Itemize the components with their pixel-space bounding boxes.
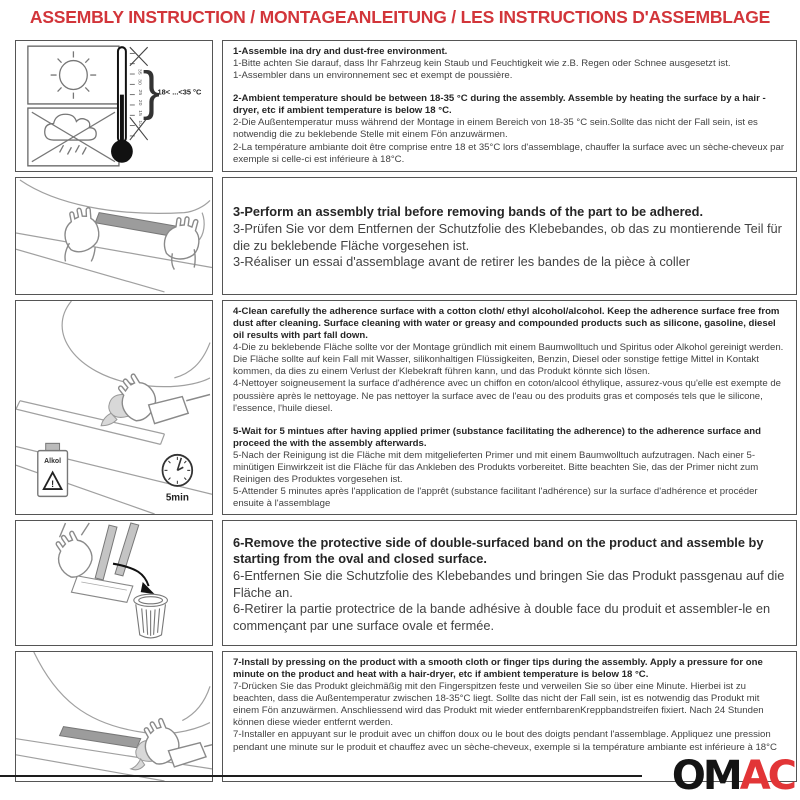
- temperature-range-label: 18< ...<35 °C: [157, 87, 202, 97]
- climate-illustration-svg: [16, 41, 212, 171]
- svg-text:Alkol: Alkol: [44, 456, 62, 466]
- trial-fit-illustration: [15, 177, 213, 295]
- instruction-group: [233, 426, 788, 511]
- instruction-line-de: 3-Prüfen Sie vor dem Entfernen der Schutzfolie des Klebebandes, ob das zu montierende Teil für die zu beklebende Fläche vorgesehen ist.: [233, 220, 782, 253]
- omac-logo: [672, 752, 794, 800]
- instruction-table: [15, 40, 797, 787]
- instruction-group: [233, 306, 788, 415]
- peel-band-illustration: [15, 520, 213, 646]
- press-install-illustration-svg: [16, 652, 212, 781]
- step-row-trial-fit: [15, 177, 797, 295]
- climate-illustration: [15, 40, 213, 172]
- step-text-trial-fit: [222, 177, 797, 295]
- svg-text:10: 10: [136, 120, 143, 127]
- instruction-line-de: 2-Die Außentemperatur muss während der Montage in einem Bereich von 18-35 °C sein.Sollte das nicht der Fall sein, ist es notwendig die zu beklebende Stelle mit einem Fön anzuwärmen.: [233, 117, 758, 141]
- instruction-line-de: 7-Drücken Sie das Produkt gleichmäßig mit den Fingerspitzen feste und verweilen Sie so über eine Minute. Hierbei ist zu beachten, dass die Außentemperatur zwischen 18-35°C liegt. Sollte das nicht der Fall sein, ist es notwendig das Produkt mit einem Fön anzuwärmen. Anschliessend wird das Produkt mit wieder entfernbarenKreppbandstreifen fixiert. Nach 24 Stunden können diese wieder entfernt werden.: [233, 681, 764, 729]
- instruction-line-en: 5-Wait for 5 mintues after having applied primer (substance facilitating the adherence) to the adherence surface and proceed the with the assembly afterwards.: [233, 425, 761, 449]
- wait-time-label: 5min: [165, 492, 189, 504]
- instruction-line-en: 1-Assemble ina dry and dust-free environment.: [233, 46, 448, 57]
- protective-band: [115, 523, 139, 576]
- wiping-hand-icon: [109, 370, 210, 427]
- instruction-line-de: 1-Bitte achten Sie darauf, dass Ihr Fahrzeug kein Staub und Feuchtigkeit wie z.B. Regen oder Schnee ausgesetzt ist.: [233, 58, 731, 70]
- page-title: ASSEMBLY INSTRUCTION / MONTAGEANLEITUNG / LES INSTRUCTIONS D'ASSEMBLAGE: [29, 7, 771, 27]
- left-hand-icon: [60, 205, 102, 261]
- brace-glyph: }: [142, 61, 160, 122]
- instruction-group: [233, 535, 788, 635]
- cleaning-illustration: [15, 300, 213, 515]
- step-row-cleaning: [15, 300, 797, 515]
- instruction-line-de: 5-Nach der Reinigung ist die Fläche mit dem mitgelieferten Primer und mit einem Baumwolltuch aufzutragen. Nach einer 5-minütigen Einwirkzeit ist die Fläche für das Ankleben des Produkts vorbereitet. Bitte beachten Sie, das der Primer nicht zum Reinigen des Produktes vorgesehen ist.: [233, 449, 759, 486]
- alcohol-bottle-icon: [38, 443, 68, 496]
- protective-band: [95, 525, 117, 580]
- logo-text-red: AC: [739, 753, 794, 799]
- step-text-environment: [222, 40, 797, 172]
- peeling-hand-icon: [47, 523, 99, 582]
- svg-text:25: 25: [136, 89, 143, 96]
- instruction-group: [233, 46, 788, 82]
- instruction-line-fr: 5-Attender 5 minutes après l'application de l'apprêt (substance facilitant l'adhérence) sur la surface d'adhérence et procéder ensuite à l'assemblage: [233, 486, 758, 510]
- instruction-line-en: 4-Clean carefully the adherence surface with a cotton cloth/ ethyl alcohol/alcohol. Keep the adherence surface free from dust after cleaning. Surface cleaning with water or greasy and compounded products such as silicone, gasoline, diesel oil results with part fall down.: [233, 306, 780, 342]
- thermometer-icon: [111, 47, 202, 163]
- instruction-line-de: 6-Entfernen Sie die Schutzfolie des Klebebandes und bringen Sie das Produkt passgenau auf die Fläche an.: [233, 567, 785, 600]
- svg-text:15: 15: [136, 110, 143, 116]
- press-install-illustration: [15, 651, 213, 782]
- footer-rule: [0, 775, 642, 777]
- instruction-line-en: 6-Remove the protective side of double-surfaced band on the product and assemble by starting from the oval and closed surface.: [233, 534, 764, 567]
- instruction-line-en: 2-Ambient temperature should be between 18-35 °C during the assembly. Assemble by heating the surface by a hair -dryer, etc if ambient temperature is below 18 °C.: [233, 93, 766, 117]
- no-rain-icon: [28, 108, 119, 166]
- right-hand-icon: [163, 214, 203, 269]
- instruction-line-fr: 2-La température ambiante doit être comprise entre 18 et 35°C lors d'assemblage, chauffer la surface avec un sèche-cheveux par exemple si celle-ci est inférieure à 18°C.: [233, 141, 785, 165]
- instruction-line-de: 4-Die zu beklebende Fläche sollte vor der Montage gründlich mit einem Baumwolltuch und Spiritus oder Alkohol gereinigt werden. Die Fläche sollte auf kein Fall mit Wasser, silikonhaltigen Flüssigkeiten, Benzin, Diesel oder sonstige fettige Mittel in Kontakt kommen, da dies zu einem Verlust der Klebekraft führen kann, und das Produkt könnte sich lösen.: [233, 342, 784, 378]
- instruction-line-fr: 6-Retirer la partie protectrice de la bande adhésive à double face du produit et assembler-le en commençant par une surface ovale et fermée.: [233, 601, 771, 633]
- instruction-group: [233, 93, 788, 165]
- svg-text:20: 20: [136, 99, 143, 106]
- instruction-line-fr: 1-Assembler dans un environnement sec et exempt de poussière.: [233, 70, 513, 82]
- svg-text:35: 35: [136, 68, 143, 75]
- trash-can-icon: [134, 594, 168, 638]
- instruction-line-en: 7-Install by pressing on the product with a smooth cloth or finger tips during the assembly. Apply a pressure for one minute on the product and heat with a hair-dryer, etc if ambient temperature is below 18 °C.: [233, 657, 763, 681]
- instruction-line-en: 3-Perform an assembly trial before removing bands of the part to be adhered.: [233, 204, 704, 220]
- peel-band-illustration-svg: [16, 521, 212, 645]
- sun-icon: [28, 46, 119, 104]
- instruction-line-fr: 3-Réaliser un essai d'assemblage avant de retirer les bandes de la pièce à coller: [233, 254, 690, 270]
- step-row-peel-band: [15, 520, 797, 646]
- svg-text:30: 30: [136, 79, 143, 85]
- svg-text:!: !: [51, 478, 55, 490]
- step-text-cleaning: [222, 300, 797, 515]
- instruction-line-fr: 4-Nettoyer soigneusement la surface d'adhérence avec un chiffon en coton/alcool éthylique, assurez-vous qu'elle est exempte de poussière après le nettoyage. Ne pas nettoyer la surface avec de l'eau ou des produits gras et composés tels que le silicone, l'essence, l'huile diesel.: [233, 378, 781, 414]
- clock-icon: [163, 455, 193, 504]
- instruction-group: [233, 657, 788, 754]
- logo-text-black: OM: [671, 753, 740, 799]
- instruction-group: [233, 204, 788, 271]
- step-text-peel-band: [222, 520, 797, 646]
- instruction-line-fr: 7-Installer en appuyant sur le produit avec un chiffon doux ou le bout des doigts pendant l'assemblage. Appliquez une pression pendant une minute sur le produit et chauffez avec un sèche-cheveux, exemple si la température ambiante est inférieure à 18°C: [233, 729, 777, 753]
- cleaning-illustration-svg: [16, 301, 212, 514]
- trial-fit-illustration-svg: [16, 178, 212, 294]
- step-row-environment: [15, 40, 797, 172]
